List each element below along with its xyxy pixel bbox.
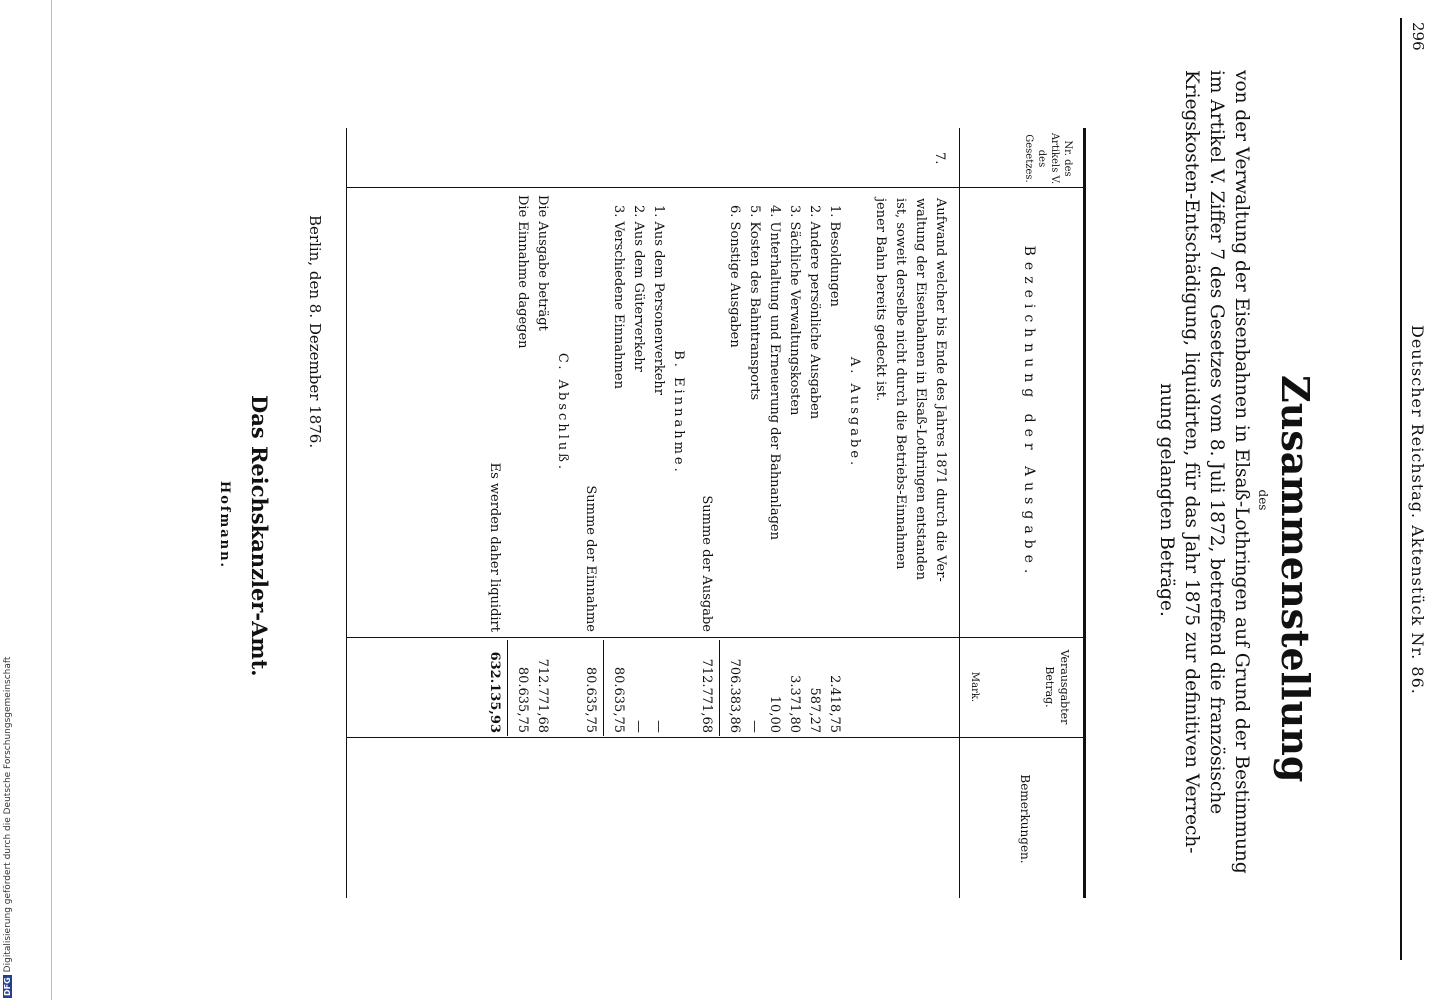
einnahme-item-label: 3. Verschiedene Einnahmen [611,205,626,389]
running-head: Deutscher Reichstag. Aktenstück Nr. 86. [1408,325,1427,695]
liquidiert-amount: 632.135,93 [487,651,502,733]
article-number: 7. [932,152,947,165]
main-text-line-2: waltung der Eisenbahnen in Elsaß-Lothringen entstanden [913,198,928,581]
abschluss-item-amount: 80.635,75 [515,666,530,733]
ausgabe-item-amount: 706.383,86 [727,658,742,733]
table-header-rule [959,128,960,898]
ausgabe-item-label: 2. Andere persönliche Ausgaben [807,205,822,420]
ausgabe-item-amount: — [747,720,762,733]
col-divider-1 [347,187,1086,188]
ausgabe-item-label: 4. Unterhaltung und Erneuerung der Bahnanlagen [767,205,782,540]
intro-line-4: nung gelangten Beträge. [1156,383,1177,617]
ausgabe-item-amount: 10,00 [767,695,782,733]
einnahme-item-amount: 80.635,75 [611,666,626,733]
sum-einnahme-rule [603,640,604,736]
abschluss-item-label: Die Ausgabe beträgt [535,195,550,331]
ausgabe-item-amount: 3.371,80 [787,675,802,733]
einnahme-item-label: 2. Aus dem Güterverkehr [631,205,646,372]
abschluss-item-label: Die Einnahme dagegen [515,195,530,349]
document-title: Zusammenstellung [1273,375,1318,783]
liquidiert-label: Es werden daher liquidirt [487,462,502,632]
section-c-heading: C. Abschluß. [555,352,570,473]
digitization-note-text: Digitalisierung gefördert durch die Deutsche Forschungsgemeinschaft [3,656,13,973]
einnahme-item-amount: — [631,720,646,733]
liquidiert-rule [507,640,508,736]
intro-line-1: von der Verwaltung der Eisenbahnen in Elsaß-Lothringen auf Grund der Bestimmung [1231,70,1252,874]
sum-ausgabe-rule [719,640,720,736]
section-b-heading: B. Einnahme. [671,350,686,475]
head-rule [1400,18,1402,960]
sum-einnahme-label: Summe der Einnahme [583,485,598,632]
sum-ausgabe-label: Summe der Ausgabe [699,495,714,632]
place-date: Berlin, den 8. Dezember 1876. [306,215,324,449]
header-description: Bezeichnung der Ausgabe. [1021,245,1037,580]
einnahme-item-amount: — [651,720,666,733]
col-divider-3 [347,737,1086,738]
signature-office: Das Reichskanzler-Amt. [247,395,272,677]
section-a-heading: A. Ausgabe. [847,356,862,469]
main-text-line-3: ist, soweit derselbe nicht durch die Betriebs-Einnahmen [893,198,908,570]
ausgabe-item-amount: 587,27 [807,687,822,733]
ausgabe-item-label: 1. Besoldungen [827,205,842,307]
intro-line-2: im Artikel V. Ziffer 7 des Gesetzes vom 8. Juli 1872, betreffend die französische [1206,70,1227,815]
signature-name: Hofmann. [217,480,232,570]
header-amount: Verausgabter Betrag. [1043,649,1071,725]
dfg-badge: DFG [3,977,12,996]
header-article: Nr. des Artikels V. des Gesetzes. [1023,132,1073,185]
subtitle-des: des [1256,489,1270,511]
col-divider-2 [347,637,1086,638]
ausgabe-item-label: 5. Kosten des Bahntransports [747,205,762,401]
abschluss-item-amount: 712.771,68 [535,658,550,733]
header-amount-unit: Mark. [969,671,980,703]
page-number: 296 [1409,22,1427,51]
sum-ausgabe-amount: 712.771,68 [699,658,714,733]
scan-edge [51,0,52,1000]
table-bottom-rule [346,128,347,898]
main-text-line-1: Aufwand welcher bis Ende des Jahres 1871 durch die Ver- [933,198,948,582]
header-remarks: Bemerkungen. [1018,774,1032,864]
main-text-line-4: jener Bahn bereits gedeckt ist. [873,198,888,402]
ausgabe-item-label: 6. Sonstige Ausgaben [727,205,742,348]
ausgabe-item-amount: 2.418,75 [827,675,842,733]
ausgabe-item-label: 3. Sächliche Verwaltungskosten [787,205,802,416]
intro-line-3: Kriegskosten-Entschädigung, liquidirten, für das Jahr 1875 zur definitiven Verrech- [1181,70,1202,854]
digitization-note [3,657,13,998]
sum-einnahme-amount: 80.635,75 [583,666,598,733]
table-top-rule [1083,128,1086,898]
einnahme-item-label: 1. Aus dem Personenverkehr [651,205,666,395]
